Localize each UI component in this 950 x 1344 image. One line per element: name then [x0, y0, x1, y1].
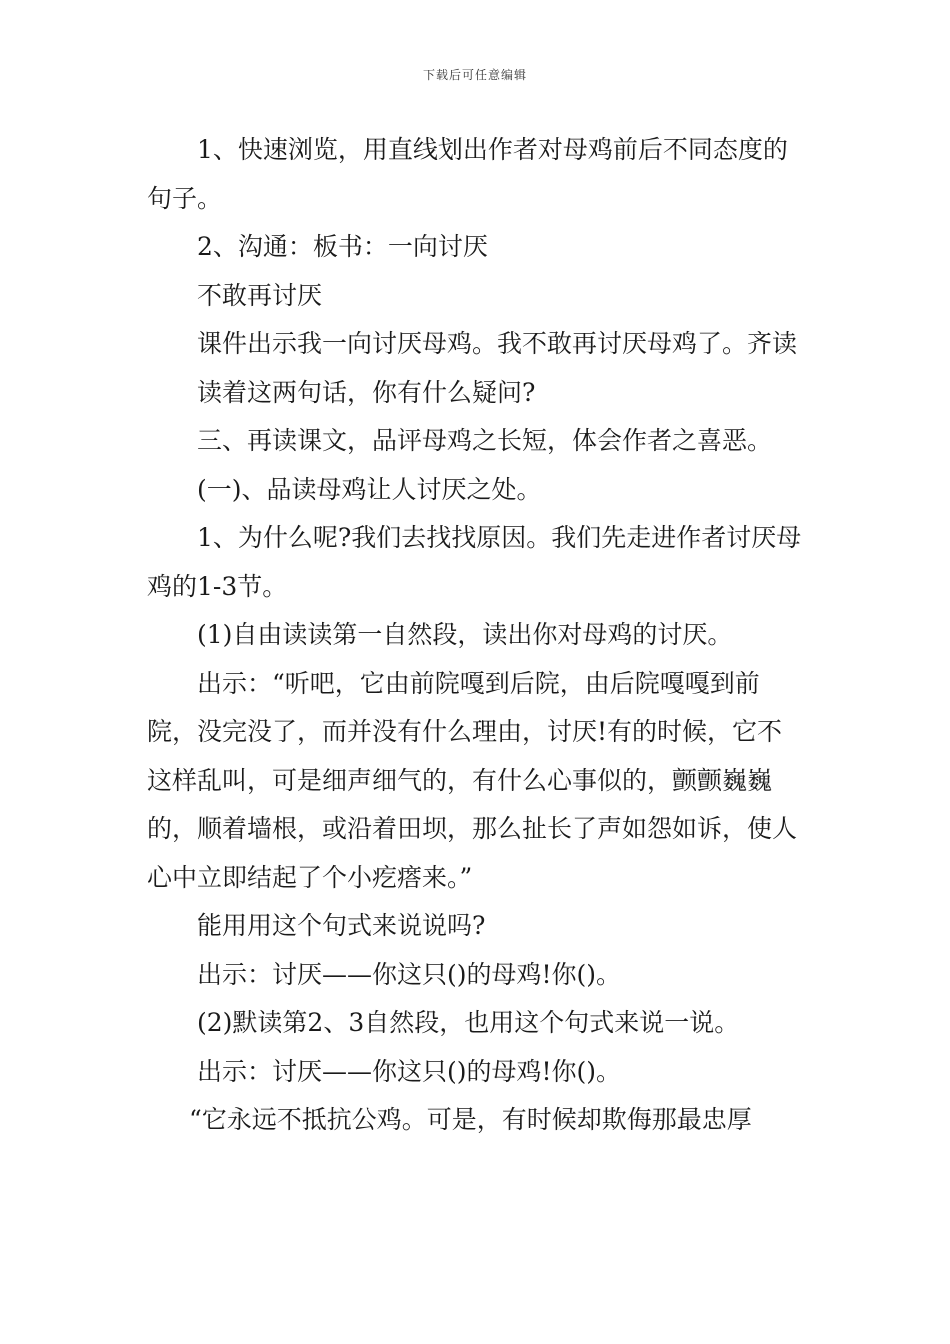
paragraph: 能用用这个句式来说说吗?: [197, 911, 486, 940]
paragraph: 课件出示我一向讨厌母鸡。我不敢再讨厌母鸡了。齐读: [197, 329, 798, 358]
paragraph: 出示：“听吧，它由前院嘎到后院，由后院嘎嘎到前院，没完没了，而并没有什么理由，讨厌!有的时候，它不这样乱叫，可是细声细气的，有什么心事似的，颤颤巍巍的，顺着墙根，或沿着田坝，那么扯长了声如怨如诉，使人心中立即结起了个小疙瘩来。”: [147, 668, 798, 892]
paragraph: 三、再读课文，品评母鸡之长短，体会作者之喜恶。: [197, 426, 773, 455]
paragraph: 2、沟通：板书：一向讨厌: [197, 232, 488, 261]
paragraph: (一)、品读母鸡让人讨厌之处。: [197, 474, 542, 504]
paragraph: 不敢再讨厌: [197, 280, 323, 310]
header-note: 下载后可任意编辑: [422, 68, 527, 82]
paragraph: 1、为什么呢?我们去找找原因。我们先走进作者讨厌母鸡的1-3节。: [147, 523, 802, 601]
paragraph: 出示：讨厌——你这只()的母鸡!你()。: [197, 1056, 622, 1086]
paragraph: “它永远不抵抗公鸡。可是，有时候却欺侮那最忠厚: [189, 1105, 752, 1134]
paragraph: (2)默读第2、3自然段，也用这个句式来说一说。: [197, 1008, 740, 1037]
document-body: [147, 126, 807, 1145]
paragraph: (1)自由读读第一自然段，读出你对母鸡的讨厌。: [197, 620, 733, 649]
paragraph: 1、快速浏览，用直线划出作者对母鸡前后不同态度的句子。: [147, 135, 788, 213]
paragraph: 出示：讨厌——你这只()的母鸡!你()。: [197, 959, 622, 989]
paragraph: 读着这两句话，你有什么疑问?: [197, 377, 536, 407]
